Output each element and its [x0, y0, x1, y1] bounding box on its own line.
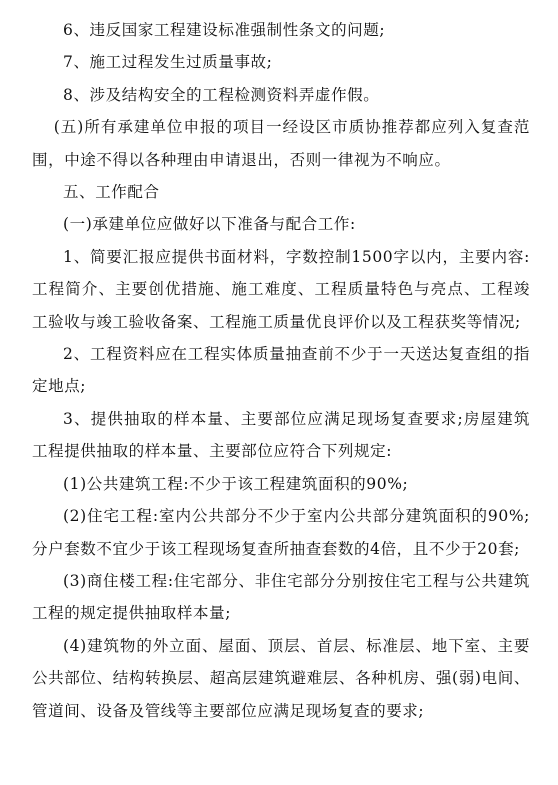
- paragraph-sample-requirements: 3、提供抽取的样本量、主要部位应满足现场复查要求;房屋建筑工程提供抽取的样本量、主要部位应符合下列规定:: [32, 409, 530, 461]
- paragraph-section-5: (五)所有承建单位申报的项目一经设区市质协推荐都应列入复查范围，中途不得以各种理由申请退出，否则一律视为不响应。: [32, 118, 530, 169]
- paragraph-item-8: 8、涉及结构安全的工程检测资料弄虚作假。: [63, 85, 380, 104]
- paragraph-item-6: 6、违反国家工程建设标准强制性条文的问题;: [63, 21, 386, 39]
- document-page: [32, 14, 530, 727]
- paragraph-key-parts: (4)建筑物的外立面、屋面、顶层、首层、标准层、地下室、主要公共部位、结构转换层、超高层建筑避难层、各种机房、强(弱)电间、管道间、设备及管线等主要部位应满足现场复查的要求;: [32, 636, 530, 720]
- paragraph-project-documents: 2、工程资料应在工程实体质量抽查前不少于一天送达复查组的指定地点;: [32, 345, 530, 396]
- paragraph-item-7: 7、施工过程发生过质量事故;: [63, 53, 273, 72]
- paragraph-report-materials: 1、简要汇报应提供书面材料，字数控制1500字以内，主要内容:工程简介、主要创优措施、施工难度、工程质量特色与亮点、工程竣工验收与竣工验收备案、工程施工质量优良评价以及工程获奖等情况;: [32, 247, 530, 331]
- paragraph-mixed-use: (3)商住楼工程:住宅部分、非住宅部分分别按住宅工程与公共建筑工程的规定提供抽取样本量;: [32, 571, 530, 623]
- paragraph-residential: (2)住宅工程:室内公共部分不少于室内公共部分建筑面积的90%;分户套数不宜少于该工程现场复查所抽查套数的4倍，且不少于20套;: [32, 507, 530, 558]
- subsection-heading-1: (一)承建单位应做好以下准备与配合工作:: [63, 215, 356, 234]
- section-heading-work-cooperation: 五、工作配合: [63, 183, 160, 202]
- paragraph-public-buildings: (1)公共建筑工程:不少于该工程建筑面积的90%;: [63, 474, 409, 493]
